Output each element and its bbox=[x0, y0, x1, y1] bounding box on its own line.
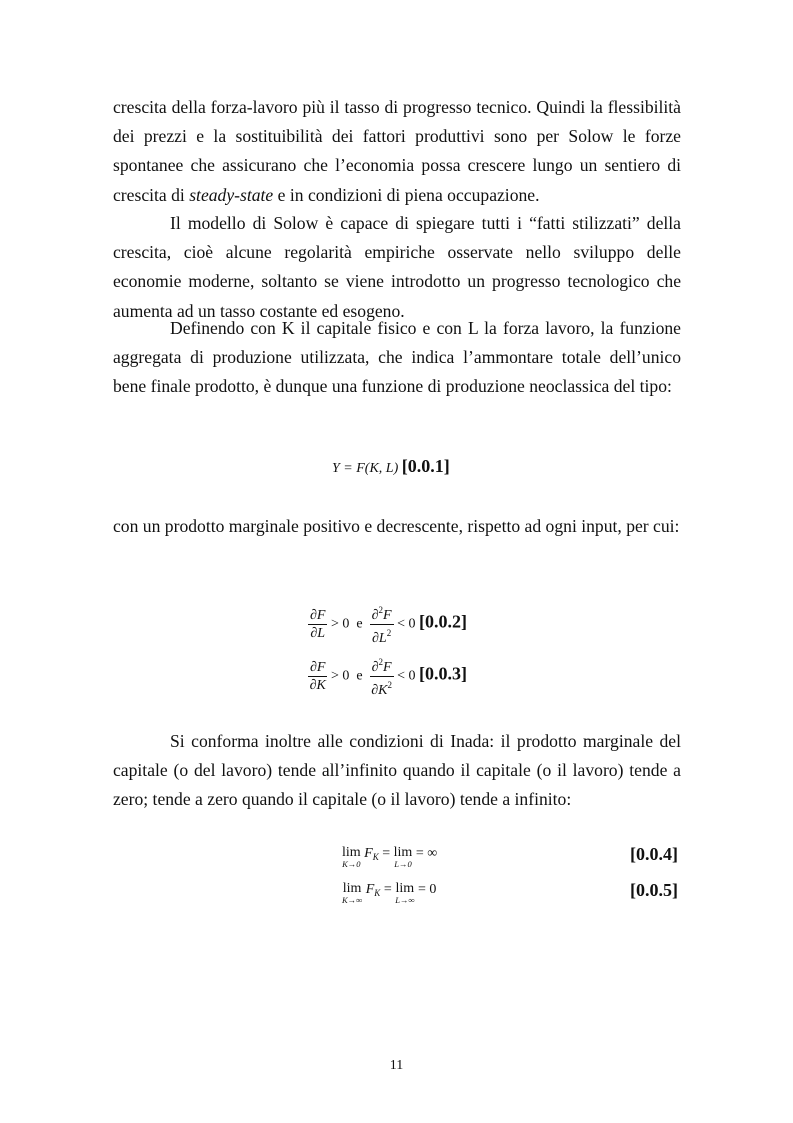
equation-0-0-5: lim K→∞ $F_K = \lim$ L→∞ = 0 bbox=[342, 881, 437, 905]
equation-number: [0.0.4] bbox=[630, 844, 678, 864]
equation-number: [0.0.1] bbox=[401, 456, 450, 476]
equation-number: [0.0.3] bbox=[419, 663, 467, 684]
paragraph-marginal-product: con un prodotto marginale positivo e decrescente, rispetto ad ogni input, per cui: bbox=[113, 516, 680, 536]
paragraph-stylized-facts: Il modello di Solow è capace di spiegare tutti i “fatti stilizzati” della crescita, cioè alcune regolarità empiriche osservate nello sviluppo delle economie moderne, soltanto se viene introdotto un progresso tecnologico che aumenta ad un tasso costante ed esogeno. bbox=[113, 213, 681, 321]
equation-0-0-4: lim K→0 $F_K = \lim$ L→0 = ∞ bbox=[342, 845, 438, 869]
paragraph-inada-conditions: Si conforma inoltre alle condizioni di Inada: il prodotto marginale del capitale (o del lavoro) tende all’infinito quando il capitale (o il lavoro) tende a zero; tende a zero quando il capitale (o il lavoro) tende a infinito: bbox=[113, 731, 681, 810]
paragraph-production-function: Definendo con K il capitale fisico e con L la forza lavoro, la funzione aggregata di produzione utilizzata, che indica l’ammontare totale dell’unico bene finale prodotto, è dunque una funzione di produzione neoclassica del tipo: bbox=[113, 318, 681, 397]
equation-number: [0.0.2] bbox=[419, 611, 467, 632]
page-number: 11 bbox=[389, 1058, 404, 1073]
equation-0-0-3: $\frac{\partial F}{\partial K}$ > 0 e $\frac{\partial^2F}{\partial K^2}$ < 0 [0.0.3] bbox=[308, 654, 467, 699]
equation-0-0-2: $\frac{\partial F}{\partial L}$ > 0 e $\frac{\partial^2F}{\partial L^2}$ < 0 [0.0.2] bbox=[308, 602, 467, 647]
paragraph-solow-conclusion: crescita della forza-lavoro più il tasso di progresso tecnico. Quindi la flessibilità dei prezzi e la sostituibilità dei fattori produttivi sono per Solow le forze spontanee che assicurano che l’economia possa crescere lungo un sentiero di crescita di steady-state e in condizioni di piena occupazione. bbox=[113, 97, 681, 205]
equation-0-0-1: Y = F(K, L) [0.0.1] bbox=[332, 456, 450, 476]
equation-number: [0.0.5] bbox=[630, 880, 678, 900]
